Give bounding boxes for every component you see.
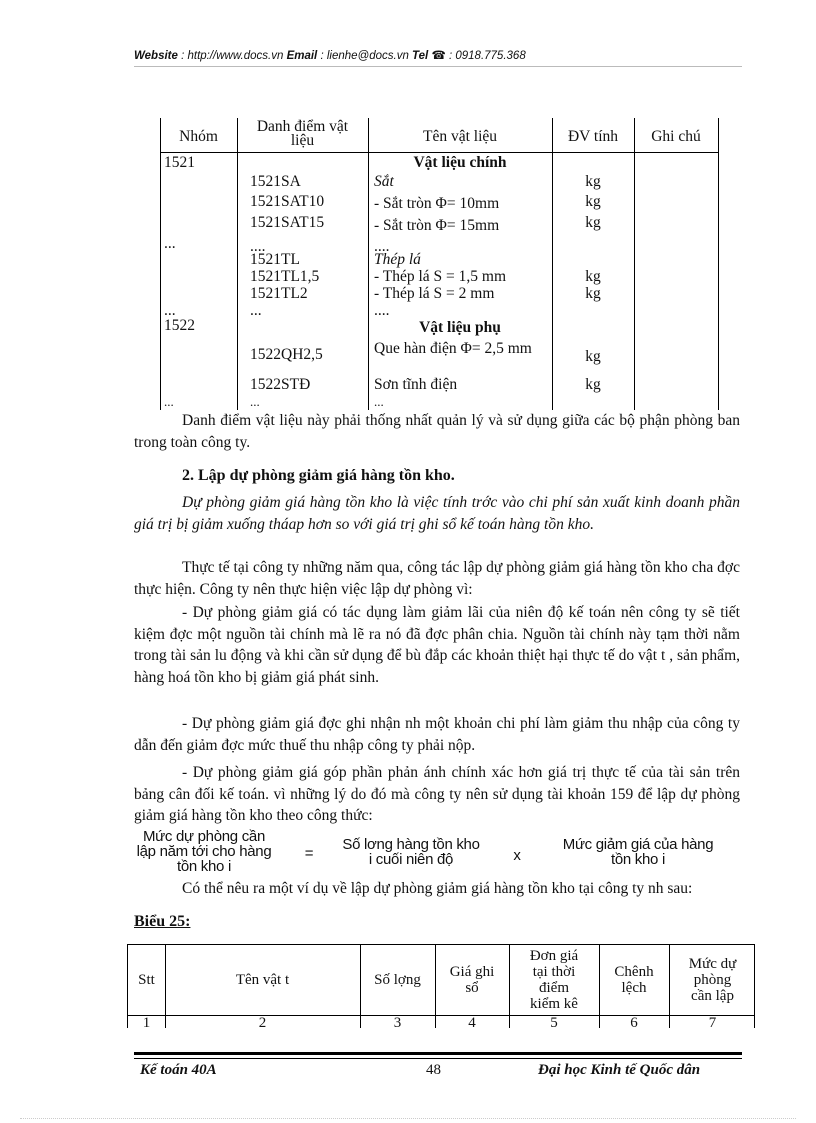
col-header-count-price: Đơn giá tại thời điểm kiểm kê bbox=[529, 948, 579, 1012]
col-number: 4 bbox=[468, 1015, 476, 1031]
paragraph: - Dự phòng giảm giá đợc ghi nhận nh một khoản chi phí làm giảm thu nhập của công ty dẫn đến giảm đợc mức thuế thu nhập công ty phải nộp. bbox=[134, 715, 740, 754]
table-title: Biểu 25: bbox=[134, 913, 191, 930]
tel-label: Tel bbox=[412, 50, 429, 62]
paragraph: Danh điểm vật liệu này phải thống nhất quản lý và sử dụng giữa các bộ phận phòng ban trong toàn công ty. bbox=[134, 412, 740, 451]
col-header-name: Tên vật liệu bbox=[422, 128, 498, 145]
col-number: 3 bbox=[393, 1015, 402, 1031]
col-number: 1 bbox=[142, 1015, 151, 1031]
formula-lhs: Mức dự phòng cần lập năm tới cho hàng tồn kho i bbox=[136, 828, 272, 875]
material-code-table bbox=[160, 118, 719, 410]
name-cell: .... bbox=[374, 238, 390, 255]
group-cell: ... bbox=[164, 235, 176, 252]
unit-cell: kg bbox=[585, 214, 601, 231]
code-cell: .... bbox=[250, 238, 266, 255]
name-cell: - Sắt tròn Φ= 15mm bbox=[374, 217, 500, 234]
unit-cell: kg bbox=[585, 173, 601, 190]
page-header bbox=[134, 48, 742, 62]
code-cell: 1521TL bbox=[250, 251, 300, 268]
header-divider bbox=[134, 66, 742, 67]
website-label: Website bbox=[134, 50, 178, 62]
code-cell: 1521SAT10 bbox=[250, 193, 325, 210]
name-cell: Que hàn điện Φ= 2,5 mm bbox=[374, 340, 532, 357]
name-cell: .... bbox=[374, 302, 390, 319]
col-header-item: Tên vật t bbox=[235, 972, 290, 988]
unit-cell: kg bbox=[585, 193, 601, 210]
inventory-provision-table bbox=[127, 944, 755, 1031]
footer-class: Kế toán 40A bbox=[140, 1062, 217, 1078]
col-number: 7 bbox=[708, 1015, 717, 1031]
name-cell: Thép lá bbox=[374, 251, 421, 268]
col-header-note: Ghi chú bbox=[651, 128, 701, 145]
col-header-unit: ĐV tính bbox=[567, 128, 619, 145]
code-cell: 1521SAT15 bbox=[250, 214, 325, 231]
formula-equals: = bbox=[304, 845, 314, 862]
name-cell: Sơn tĩnh điện bbox=[374, 376, 458, 393]
formula-times: x bbox=[513, 847, 521, 864]
name-cell: Sắt bbox=[374, 173, 394, 190]
footer-divider bbox=[134, 1058, 742, 1059]
paragraph: - Dự phòng giảm giá có tác dụng làm giảm lãi của niên độ kế toán nên công ty sẽ tiết kiệm đợc một nguồn tài chính mà lẽ ra nó đã đợc phân chia. Nguồn tài chính này tạm thời nằm trong tài sản lu động và khi cần sử dụng để bù đắp các khoản thiệt hại thực tế do vật t , sản phẩm, hàng hoá tồn kho bị giảm giá phát sinh. bbox=[134, 604, 740, 686]
group-1522: 1522 bbox=[164, 317, 195, 334]
group-1521: 1521 bbox=[164, 154, 195, 171]
unit-cell: kg bbox=[585, 285, 601, 302]
code-cell: 1521TL1,5 bbox=[250, 268, 320, 285]
code-cell: 1522QH2,5 bbox=[250, 346, 323, 363]
email-label: Email bbox=[286, 50, 318, 62]
email-value[interactable]: : lienhe@docs.vn bbox=[320, 50, 409, 62]
section-heading: 2. Lập dự phòng giảm giá hàng tồn kho. bbox=[182, 467, 455, 484]
name-cell: - Sắt tròn Φ= 10mm bbox=[374, 195, 500, 212]
paragraph: - Dự phòng giảm giá góp phần phản ánh chính xác hơn giá trị thực tế của tài sản trên bảng cân đối kế toán. vì những lý do đó mà công ty nên sử dụng tài khoản 159 để lập dự phòng giảm giá hàng tồn kho theo công thức: bbox=[134, 764, 740, 824]
col-number: 2 bbox=[258, 1015, 267, 1031]
col-header-qty: Số lợng bbox=[374, 972, 421, 988]
code-cell: 1521SA bbox=[250, 173, 301, 190]
col-header-book-price: Giá ghi sổ bbox=[449, 964, 495, 996]
formula-price-drop: Mức giảm giá của hàng tồn kho i bbox=[562, 836, 714, 868]
name-cell: - Thép lá S = 2 mm bbox=[374, 285, 495, 302]
formula-quantity: Số lơng hàng tồn kho i cuối niên độ bbox=[342, 836, 480, 868]
footer-divider bbox=[134, 1052, 742, 1055]
unit-cell: kg bbox=[585, 376, 601, 393]
website-value[interactable]: : http://www.docs.vn bbox=[181, 50, 284, 62]
tel-value: ☎ : 0918.775.368 bbox=[431, 50, 526, 62]
paragraph: Có thể nêu ra một ví dụ về lập dự phòng giảm giá hàng tồn kho tại công ty nh sau: bbox=[182, 880, 693, 897]
col-header-group: Nhóm bbox=[179, 128, 218, 145]
code-cell: ... bbox=[250, 302, 262, 319]
group-cell: ... bbox=[164, 394, 174, 409]
col-number: 5 bbox=[550, 1015, 558, 1031]
footer-university: Đại học Kinh tế Quốc dân bbox=[538, 1062, 701, 1078]
col-header-code: Danh điểm vật liệu bbox=[256, 118, 349, 149]
category-main-materials: Vật liệu chính bbox=[413, 154, 507, 171]
col-number: 6 bbox=[630, 1015, 638, 1031]
category-aux-materials: Vật liệu phụ bbox=[419, 319, 501, 336]
col-header-stt: Stt bbox=[138, 972, 155, 988]
page-edge bbox=[20, 1118, 796, 1119]
col-header-difference: Chênh lệch bbox=[614, 964, 654, 996]
group-cell: ... bbox=[164, 302, 176, 319]
name-cell: ... bbox=[374, 394, 384, 409]
col-header-provision: Mức dự phòng cần lập bbox=[688, 956, 737, 1004]
paragraph: Dự phòng giảm giá hàng tồn kho là việc tính trớc vào chi phí sản xuất kinh doanh phần giá trị bị giảm xuống tháap hơn so với giá trị ghi sổ kế toán hàng tồn kho. bbox=[134, 494, 740, 533]
name-cell: - Thép lá S = 1,5 mm bbox=[374, 268, 507, 285]
unit-cell: kg bbox=[585, 268, 601, 285]
code-cell: ... bbox=[250, 394, 260, 409]
code-cell: 1521TL2 bbox=[250, 285, 308, 302]
paragraph: Thực tế tại công ty những năm qua, công tác lập dự phòng giảm giá hàng tồn kho cha đợc thực hiện. Công ty nên thực hiện việc lập dự phòng vì: bbox=[134, 559, 740, 598]
unit-cell: kg bbox=[585, 348, 601, 365]
code-cell: 1522STĐ bbox=[250, 376, 311, 393]
page-number: 48 bbox=[426, 1062, 441, 1078]
